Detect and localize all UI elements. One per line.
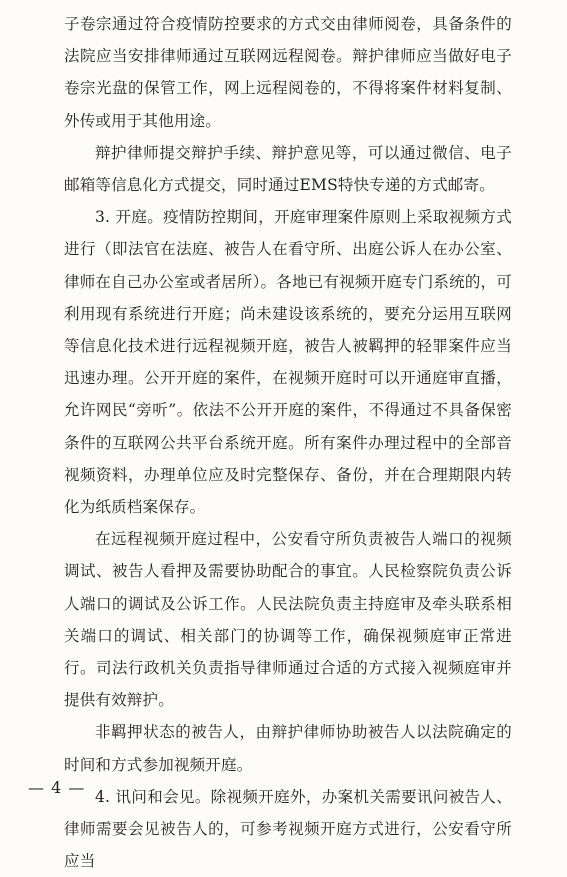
page-number: — 4 — [28,778,86,797]
paragraph-2: 辩护律师提交辩护手续、辩护意见等，可以通过微信、电子邮箱等信息化方式提交，同时通过EMS特快专递的方式邮寄。 [64,143,512,195]
paragraph-3-court-hearing: 3. 开庭。疫情防控期间，开庭审理案件原则上采取视频方式进行（即法官在法庭、被告人在看守所、出庭公诉人在办公室、律师在自己办公室或者居所）。各地已有视频开庭专门系统的，可利用现有系统进行开庭；尚未建设该系统的，要充分运用互联网等信息化技术进行远程视频开庭，被告人被羁押的轻罪案件应当迅速办理。公开开庭的案件，在视频开庭时可以开通庭审直播，允许网民“旁听”。依法不公开开庭的案件，不得通过不具备保密条件的互联网公共平台系统开庭。所有案件办理过程中的全部音视频资料，办理单位应及时完整保存、备份，并在合理期限内转化为纸质档案保存。 [64,208,512,517]
paragraph-6-interrogation: 4. 讯问和会见。除视频开庭外，办案机关需要讯问被告人、律师需要会见被告人的，可参考视频开庭方式进行，公安看守所应当 [64,787,512,871]
paragraph-5: 非羁押状态的被告人，由辩护律师协助被告人以法院确定的时间和方式参加视频开庭。 [64,723,512,774]
document-body [64,8,512,877]
paragraph-4: 在远程视频开庭过程中，公安看守所负责被告人端口的视频调试、被告人看押及需要协助配合的事宜。人民检察院负责公诉人端口的调试及公诉工作。人民法院负责主持庭审及牵头联系相关端口的调试、相关部门的协调等工作，确保视频庭审正常进行。司法行政机关负责指导律师通过合适的方式接入视频庭审并提供有效辩护。 [64,530,512,710]
paragraph-1: 子卷宗通过符合疫情防控要求的方式交由律师阅卷，具备条件的法院应当安排律师通过互联网远程阅卷。辩护律师应当做好电子卷宗光盘的保管工作，网上远程阅卷的，不得将案件材料复制、外传或用于其他用途。 [64,15,512,130]
